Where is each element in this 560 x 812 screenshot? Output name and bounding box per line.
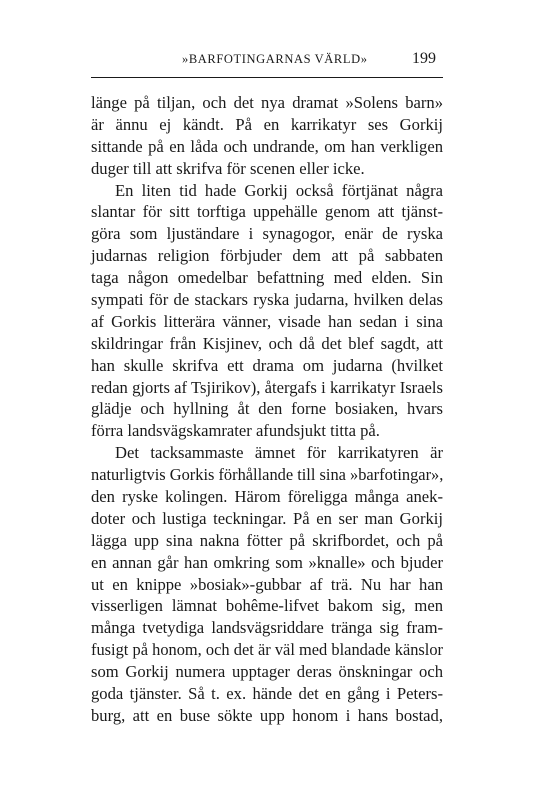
text-line: han skulle skrifva ett drama om judarna (hvilket bbox=[91, 355, 443, 375]
text-line: är ännu ej kändt. På en karrikatyr ses Gorkij bbox=[91, 114, 443, 134]
text-line: länge på tiljan, och det nya dramat »Solens barn» bbox=[91, 93, 443, 112]
text-line: naturligtvis Gorkis förhållande till sina »barfotingar», bbox=[91, 465, 444, 485]
text-line: redan gjorts af Tsjirikov), återgafs i karrikatyr Israels bbox=[91, 377, 443, 397]
text-line: En liten tid hade Gorkij också förtjänat några bbox=[115, 180, 443, 200]
text-line: den ryske kolingen. Härom föreligga många anek- bbox=[91, 487, 443, 507]
text-line: många tvetydiga landsvägsriddare tränga sig fram- bbox=[91, 618, 443, 638]
text-line: taga någon omedelbar befattning med elden. Sin bbox=[91, 268, 443, 288]
text-line: göra som ljuständare i synagogor, enär de ryska bbox=[91, 224, 443, 244]
text-line: af Gorkis litterära vänner, visade han sedan i sina bbox=[91, 311, 443, 331]
text-line: sympati för de stackars ryska judarna, hvilken delas bbox=[91, 290, 443, 310]
body-text bbox=[91, 92, 443, 727]
text-line: glädje och hyllning åt den forne bosiaken, hvars bbox=[91, 399, 443, 419]
page-number: 199 bbox=[412, 50, 436, 67]
text-line: slantar för sitt torftiga uppehälle genom att tjänst- bbox=[91, 202, 443, 222]
text-line: duger till att skrifva för scenen eller icke. bbox=[91, 158, 365, 178]
text-line: skildringar från Kisjinev, och då det blef sagdt, att bbox=[91, 333, 443, 353]
text-line: Det tacksammaste ämnet för karrikatyren är bbox=[115, 443, 443, 463]
header-rule bbox=[91, 77, 443, 78]
text-line: fusigt på honom, och det är väl med blandade känslor bbox=[91, 640, 443, 660]
running-title: »BARFOTINGARNAS VÄRLD» bbox=[182, 52, 368, 66]
text-line: visserligen lämnat bohême-lifvet bakom sig, men bbox=[91, 596, 443, 616]
text-line: förra landsvägskamrater afundsjukt titta på. bbox=[91, 421, 380, 441]
text-line: en annan går han omkring som »knalle» och bjuder bbox=[91, 552, 443, 572]
text-line: goda tjänster. Så t. ex. hände det en gång i Peters- bbox=[91, 684, 443, 704]
text-line: sittande på en låda och undrande, om han verkligen bbox=[91, 136, 443, 156]
text-line: lägga upp sina nakna fötter på skrifbordet, och på bbox=[91, 530, 443, 550]
text-line: som Gorkij numera upptager deras önskningar och bbox=[91, 662, 443, 682]
text-line: burg, att en buse sökte upp honom i hans bostad, bbox=[91, 705, 443, 725]
text-line: judarnas religion förbjuder dem att på sabbaten bbox=[91, 246, 443, 266]
text-line: doter och lustiga teckningar. På en ser man Gorkij bbox=[91, 508, 443, 528]
text-line: ut en knippe »bosiak»-gubbar af trä. Nu har han bbox=[91, 574, 443, 594]
